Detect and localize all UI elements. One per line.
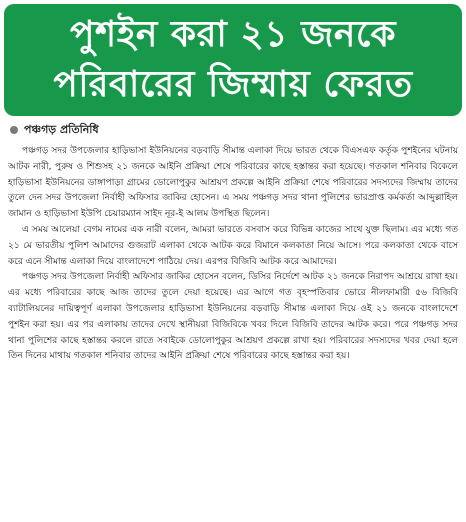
paragraph-1: পঞ্চগড় সদর উপজেলার হাড়িভাসা ইউনিয়নের বড়বাড়ি সীমান্ত এলাকা দিয়ে ভারত থেকে বিএসএফ কর্তৃক পুশইনের ঘটনায় আটক নারী, পুরুষ ও শিশুসহ ২১ জনকে আইনি প্রক্রিয়া শেষে পরিবারের কাছে হস্তান্তর করা হয়েছে। গতকাল শনিবার বিকেলে হাড়িভাসা ইউনিয়নের ডাঙ্গাপাড়া গ্রামের ডোলোপুকুর আশ্রয়ণ প্রকল্পে আইনি প্রক্রিয়া শেষে পরিবারের সদস্যদের জিম্মায় তাদের তুলে দেন সদর উপজেলা নির্বাহী অফিসার জাকির হোসেন। এ সময় পঞ্চগড় সদর থানা পুলিশের ভারপ্রাপ্ত কর্মকর্তা আব্দুল্লাহিল জামান ও হাড়িভাসা ইউপি চেয়ারম্যান সাইদ নূর-ই আলম উপস্থিত ছিলেন। — [8, 146, 458, 220]
article-body — [8, 144, 458, 365]
headline-line-2: পরিবারের জিম্মায় ফেরত — [53, 64, 413, 105]
paragraph-3: পঞ্চগড় সদর উপজেলা নির্বাহী অফিসার জাকির হোসেন বলেন, ডিসির নির্দেশে আটক ২১ জনকে নিরাপদ আশ্রয়ে রাখা হয়। এর মধ্যে পরিবারের কাছে আজ তাদের তুলে দেয়া হয়েছে। এর আগে গত বৃহস্পতিবার ভোরে নীলফামারী ৫৬ বিজিবি ব্যাটালিয়নের দায়িত্বপূর্ণ এলাকা উপজেলার হাড়িভাসা ইউনিয়নের বড়বাড়ি সীমান্ত এলাকা দিয়ে ওই ২১ জনকে বাংলাদেশে পুশইন করা হয়। এর পর এলাকায় তাদের দেখে স্থানীয়রা বিজিবিকে খবর দিলে বিজিবি তাদের আটক করে। পরে পঞ্চগড় সদর থানা পুলিশের কাছে হস্তান্তর করলে রাতে সবাইকে ডোলোপুকুর আশ্রয়ণ প্রকল্পে রাখা হয়। পরিবারের সদস্যদের খবর দেয়া হলে তিন দিনের মাথায় গতকাল শনিবার তাদের আইনি প্রক্রিয়া শেষে পরিবারের কাছে হস্তান্তর করা হয়। — [8, 272, 458, 362]
headline-banner — [4, 4, 462, 116]
bullet-icon — [10, 126, 18, 134]
byline-text: পঞ্চগড় প্রতিনিধি — [24, 122, 99, 136]
paragraph-2: এ সময় আলেয়া বেগম নামের এক নারী বলেন, আমরা ভারতে বসবাস করে বিভিন্ন কাজের সাথে যুক্ত ছিলাম। এর মধ্যে গত ২১ মে ভারতীয় পুলিশ আমাদের গুজরাট এলাকা থেকে আটক করে বিমানে কলকাতা নিয়ে আসে। পরে কলকাতা থেকে বাসে করে এনে সীমান্ত এলাকা দিয়ে বাংলাদেশে পাঠিয়ে দেয়। এরপর বিজিবি আটক করে আমাদের। — [8, 224, 458, 267]
headline-line-1: পুশইন করা ২১ জনকে — [69, 14, 397, 55]
byline — [10, 122, 99, 138]
